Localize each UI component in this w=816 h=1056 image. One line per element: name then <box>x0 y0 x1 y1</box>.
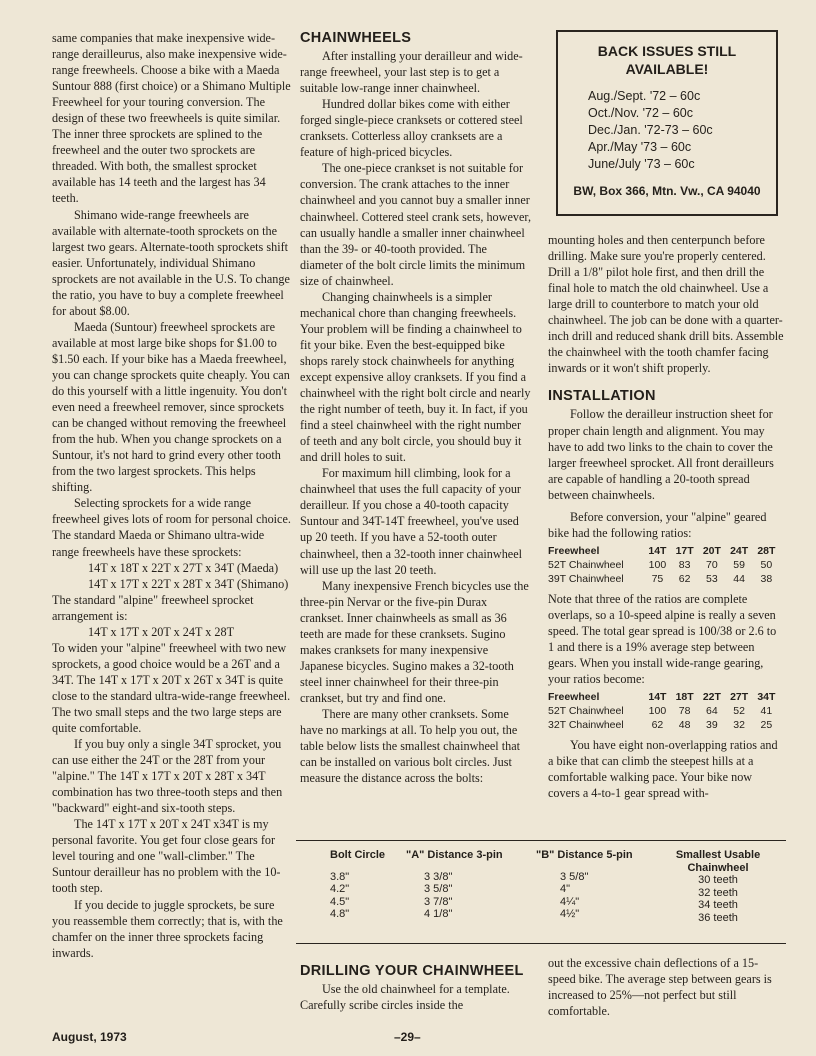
paragraph: Use the old chainwheel for a template. Carefully scribe circles inside the <box>300 982 510 1013</box>
table-cell: 44 <box>733 572 745 585</box>
table-cell: 3 5/8" <box>560 870 589 883</box>
paragraph: Note that three of the ratios are complete overlaps, so a 10-speed alpine is really a seven speed. The total gear spread is 100/38 or 2.6 to 1 and there is a 19% average step between gears. When you install wide-range gearing, your ratios become: <box>548 591 777 687</box>
page-number: –29– <box>394 1030 421 1044</box>
paragraph: Selecting sprockets for a wide range freewheel gives lots of room for personal choice. The standard Maeda or Shimano ultra-wide range freewheels have these sprockets: <box>52 496 291 559</box>
paragraph: The 14T x 17T x 20T x 24T x34T is my personal favorite. You get four close gears for level touring and one "wall-climber." The Suntour derailleur has no problem with the 10-tooth step. <box>52 817 281 896</box>
table-header-row <box>548 544 780 558</box>
table-cell: 78 <box>678 705 691 718</box>
table-cell: 4½" <box>560 908 580 920</box>
table-header: 22T <box>702 691 721 704</box>
paragraph: Many inexpensive French bicycles use the three-pin Nervar or the five-pin Durax crankset. Inner chainwheels as small as 36 teeth are made for these cranksets. Sugino makes cranksets for many inexpensive Japanese bicycles. Sugino makes a 32-tooth steel inner chainwheel for their three-pin crankset, but try and find one. <box>300 578 529 705</box>
back-issues-box <box>556 30 778 216</box>
table-header: "B" Distance 5-pin <box>536 849 633 861</box>
back-issue-item: Aug./Sept. '72 – 60c <box>588 89 701 103</box>
table-cell: 64 <box>706 705 718 718</box>
table-row <box>548 718 780 732</box>
drilling-section <box>300 955 532 1013</box>
table-header: 20T <box>702 544 721 557</box>
paragraph: The standard "alpine" freewheel sprocket arrangement is: <box>52 592 254 623</box>
table-cell: 4.5" <box>330 895 350 908</box>
table-row <box>548 704 780 718</box>
issue-date: August, 1973 <box>52 1030 127 1044</box>
table-header: 34T <box>757 691 776 704</box>
table-cell: 52T Chainwheel <box>548 705 624 718</box>
drilling-heading: DRILLING YOUR CHAINWHEEL <box>300 963 524 979</box>
paragraph: Before conversion, your "alpine" geared bike had the following ratios: <box>548 509 767 540</box>
table-cell: 48 <box>678 719 691 732</box>
back-issues-title: BACK ISSUES STILL AVAILABLE! <box>597 43 737 77</box>
table-header: Freewheel <box>548 544 600 557</box>
table-cell: 53 <box>706 572 718 585</box>
paragraph: Follow the derailleur instruction sheet for proper chain length and alignment. You may have to add two links to the chain to cover the larger freewheel sprocket. All front derailleurs are capable of handling a 20-tooth spread between chainwheels. <box>548 407 774 502</box>
table-cell: 4.8" <box>330 908 350 920</box>
paragraph: mounting holes and then centerpunch before drilling. Make sure you're properly centered. Drill a 1/8" pilot hole first, and then drill the final hole to match the old chainwheel. Use a large drill to counterbore to match your old chainwheel. The job can be done with a quarter-inch drill and reduced shank drill bits. Assemble the chainwheel with the tooth chamfer facing inwards or it won't shift properly. <box>548 233 784 376</box>
paragraph: You have eight non-overlapping ratios and a bike that can climb the steepest hills at a comfortable walking pace. Your bike now covers a 4-to-1 gear spread with- <box>548 738 778 801</box>
table-cell: 4¼" <box>560 895 580 908</box>
back-issue-item: Oct./Nov. '72 – 60c <box>588 106 693 120</box>
installation-heading: INSTALLATION <box>548 388 656 405</box>
back-issue-item: Dec./Jan. '72-73 – 60c <box>588 123 713 137</box>
table-row <box>548 572 780 586</box>
table-header: Smallest Usable Chainwheel <box>675 849 761 874</box>
table-cell: 62 <box>651 719 664 732</box>
back-issues-address: BW, Box 366, Mtn. Vw., CA 94040 <box>573 184 761 198</box>
paragraph: same companies that make inexpensive wide-range derailleurus, also make inexpensive wide-range freewheels. Choose a bike with a Maeda Suntour 888 (first choice) or a Shimano Multiple Freewheel for your touring conversion. The design of these two freewheels is quite similar. The inner three sprockets are splined to the freewheel and the outer two sprockets are threaded. With both, the smallest sprocket available has 14 teeth and the largest has 34 teeth. <box>52 31 291 206</box>
paragraph: out the excessive chain deflections of a 15-speed bike. The average step between gears is increased to 25%—not perfect but still comfortable. <box>548 956 772 1019</box>
column-3 <box>548 232 784 801</box>
paragraph: Shimano wide-range freewheels are available with alternate-tooth sprockets on the largest two gears. Alternate-tooth sprockets shift easier. Unfortunately, individual Shimano sprockets are not available in the U.S. To change the ratio, you have to buy a complete freewheel for about $8.00. <box>52 207 290 318</box>
sprocket-line: 14T x 17T x 22T x 28T x 34T (Shimano) <box>88 576 289 591</box>
wide-range-ratio-table <box>548 690 780 732</box>
paragraph: To widen your "alpine" freewheel with two new sprockets, a good choice would be a 26T and a 34T. The 14T x 17T x 20T x 26T x 34T is quite close to the standard ultra-wide-range freewheel. The two small steps and the two large steps are quite comfortable. <box>52 640 291 736</box>
table-header: Bolt Circle <box>330 849 386 861</box>
table-cell: 100 <box>648 558 667 571</box>
column-2 <box>300 30 532 786</box>
table-cell: 4 1/8" <box>424 908 453 920</box>
table-cell: 62 <box>678 572 691 585</box>
paragraph: After installing your derailleur and wide-range freewheel, your last step is to get a suitable low-range inner chainwheel. <box>300 49 523 96</box>
b-distance-column <box>536 849 633 921</box>
column-1 <box>52 30 292 961</box>
table-header-row <box>548 690 780 704</box>
table-cell: 3 5/8" <box>424 883 453 895</box>
bolt-circle-table <box>296 840 786 944</box>
paragraph: For maximum hill climbing, look for a chainwheel that uses the full capacity of your derailleur. If you chose a 40-tooth capacity Suntour and 34T-14T freewheel, you've used up 20 teeth. If you have a 52-tooth outer chainwheel, then a 32-tooth inner chainwheel will use up the last 20 teeth. <box>300 466 522 577</box>
table-header: 14T <box>648 691 667 704</box>
table-cell: 25 <box>760 719 773 732</box>
closing-section <box>548 955 784 1019</box>
table-cell: 3.8" <box>330 870 350 883</box>
table-header: 17T <box>675 544 694 557</box>
paragraph: Maeda (Suntour) freewheel sprockets are available at most large bike shops for $1.00 to $1.50 each. If your bike has a Maeda freewheel, you can change sprockets quite cheaply. You can do this yourself with a little ingenuity. You don't even need a freewheel remover, since sprockets can be changed without removing the freewheel from the hub. When you change sprockets on a Suntour, it's not hard to grind every other tooth from the two largest sprockets. This helps shifting. <box>52 319 290 495</box>
table-cell: 70 <box>706 558 718 571</box>
back-issue-item: Apr./May '73 – 60c <box>588 140 692 154</box>
table-cell: 32 teeth <box>698 886 738 899</box>
table-cell: 38 <box>760 572 773 585</box>
smallest-chainwheel-column <box>666 849 770 924</box>
table-cell: 50 <box>760 558 773 571</box>
back-issue-item: June/July '73 – 60c <box>588 157 695 171</box>
paragraph: If you buy only a single 34T sprocket, you can use either the 24T or the 28T from your "alpine." The 14T x 17T x 20T x 28T x 34T combination has two three-tooth steps and then "backward" eight-and six-tooth steps. <box>52 737 283 816</box>
sprocket-line: 14T x 18T x 22T x 27T x 34T (Maeda) <box>88 560 279 575</box>
paragraph: Hundred dollar bikes come with either forged single-piece cranksets or cottered steel cranksets. Cotterless alloy cranksets are a feature of high-priced bicycles. <box>300 97 523 160</box>
table-cell: 3 7/8" <box>424 895 453 908</box>
table-row <box>548 558 780 572</box>
table-cell: 52T Chainwheel <box>548 558 624 571</box>
table-header: 14T <box>648 544 667 557</box>
table-cell: 39 <box>706 719 718 732</box>
table-cell: 59 <box>733 558 745 571</box>
table-cell: 4" <box>560 883 571 895</box>
paragraph: The one-piece crankset is not suitable for conversion. The crank attaches to the inner chainwheel and you cannot buy a smaller inner chainwheel. Cottered steel crank sets, however, can usually handle a smaller inner chainwheel than the 39- or 40-tooth provided. The diameter of the bolt circle limits the minimum size of chainwheel. <box>300 161 531 288</box>
table-cell: 32 <box>733 719 745 732</box>
table-cell: 3 3/8" <box>424 870 453 883</box>
table-header: Freewheel <box>548 691 600 704</box>
table-cell: 83 <box>678 558 691 571</box>
alpine-ratio-table <box>548 544 780 586</box>
table-header: 27T <box>730 691 749 704</box>
table-cell: 34 teeth <box>698 899 738 911</box>
bolt-circle-column <box>330 849 385 921</box>
table-cell: 41 <box>760 705 773 718</box>
table-cell: 75 <box>651 572 664 585</box>
table-header: 24T <box>730 544 749 557</box>
paragraph: If you decide to juggle sprockets, be sure you reassemble them correctly; that is, with the chamfer on the inner three sprockets facing inwards. <box>52 897 283 960</box>
table-cell: 100 <box>648 705 667 718</box>
table-cell: 52 <box>733 705 745 718</box>
table-header: 18T <box>675 691 694 704</box>
paragraph: Changing chainwheels is a simpler mechanical chore than changing freewheels. Your problem will be finding a chainwheel to fit your bike. Even the best-equipped bike shops rarely stock chainwheels for anything except expensive alloy cranksets. If you find a chainwheel with the right bolt circle and nearly the right number of teeth, buy it. In fact, if you find a steel chainwheel with the right number of teeth and any bolt circle, you should buy it and drill holes to suit. <box>300 289 531 465</box>
table-cell: 4.2" <box>330 883 350 895</box>
sprocket-line: 14T x 17T x 20T x 24T x 28T <box>88 624 235 639</box>
chainwheels-heading: CHAINWHEELS <box>300 30 412 46</box>
a-distance-column <box>406 849 503 921</box>
table-header: 28T <box>757 544 776 557</box>
table-cell: 39T Chainwheel <box>548 572 624 585</box>
table-cell: 36 teeth <box>698 911 738 924</box>
table-cell: 32T Chainwheel <box>548 719 624 732</box>
table-header: "A" Distance 3-pin <box>406 849 503 861</box>
paragraph: There are many other cranksets. Some have no markings at all. To help you out, the table below lists the smallest chainwheel that can be installed on various bolt circles. Just measure the distance across the bolts: <box>300 706 520 786</box>
table-cell: 30 teeth <box>698 874 738 886</box>
